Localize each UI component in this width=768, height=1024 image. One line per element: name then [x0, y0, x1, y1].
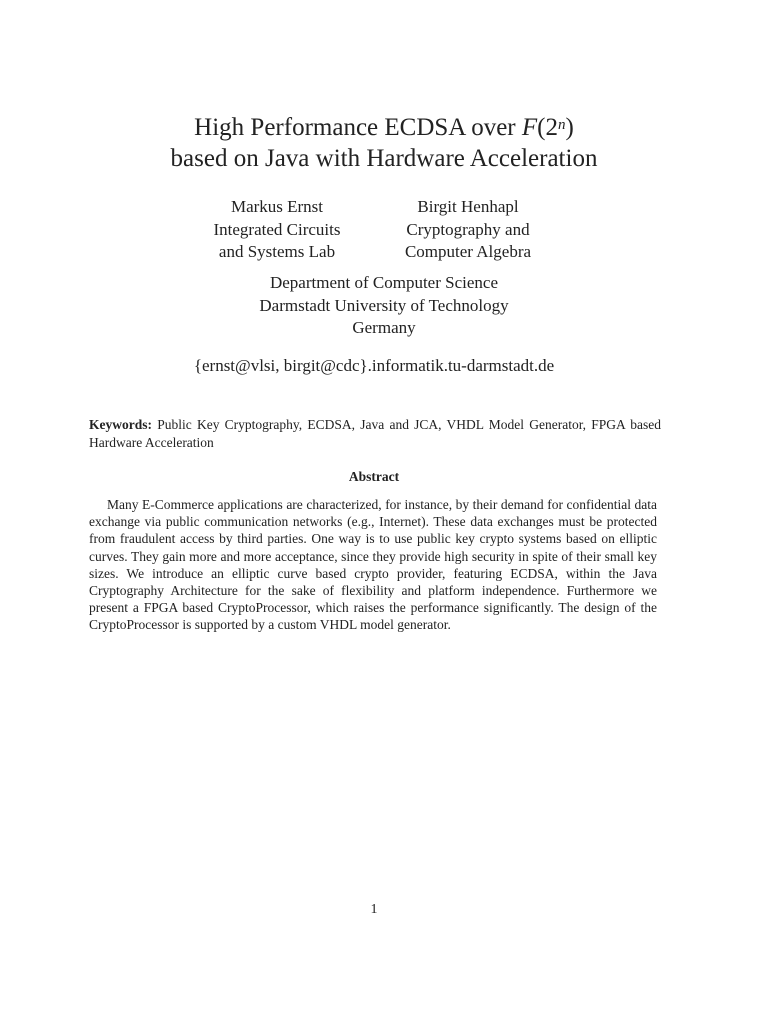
title-text: High Performance ECDSA over [194, 114, 522, 141]
title-math-exponent: n [558, 117, 566, 133]
keywords-paragraph [89, 416, 661, 452]
author-affiliation-line: Cryptography and [406, 219, 530, 239]
department: Department of Computer Science [269, 273, 498, 292]
title-line-1 [0, 112, 768, 143]
author-2 [358, 196, 578, 264]
page-number: 1 [370, 902, 378, 917]
country: Germany [352, 318, 416, 337]
author-name: Birgit Henhapl [417, 197, 519, 216]
author-email: {ernst@vlsi, birgit@cdc}.informatik.tu-darmstadt.de [193, 356, 555, 375]
institution-block [0, 272, 768, 340]
title-line-2: based on Java with Hardware Acceleration [170, 145, 598, 172]
author-1 [167, 196, 387, 264]
paper-title [0, 112, 768, 174]
author-affiliation-line: and Systems Lab [218, 242, 336, 261]
university: Darmstadt University of Technology [259, 295, 509, 315]
abstract-heading: Abstract [348, 469, 400, 484]
title-math-open: (2 [537, 114, 558, 141]
title-math-close: ) [565, 114, 574, 141]
author-block [0, 196, 768, 266]
keywords-text: Public Key Cryptography, ECDSA, Java and JCA, VHDL Model Generator, FPGA based Hardware Acceleration [89, 417, 661, 450]
title-math-f: F [521, 114, 538, 141]
author-affiliation-line: Integrated Circuits [213, 219, 341, 239]
author-affiliation-line: Computer Algebra [404, 242, 532, 261]
abstract-body: Many E-Commerce applications are characterized, for instance, by their demand for confidential data exchange via public communication networks (e.g., Internet). These data exchanges must be protected from fraudulent access by third parties. One way is to use public key crypto systems based on elliptic curves. They gain more and more acceptance, since they provide high security in spite of their small key sizes. We introduce an elliptic curve based crypto provider, featuring ECDSA, within the Java Cryptography Architecture for the sake of flexibility and platform independence. Furthermore we present a FPGA based CryptoProcessor, which raises the performance significantly. The design of the CryptoProcessor is supported by a custom VHDL model generator. [89, 497, 657, 633]
author-name: Markus Ernst [230, 197, 324, 216]
keywords-label: Keywords: [89, 417, 152, 432]
